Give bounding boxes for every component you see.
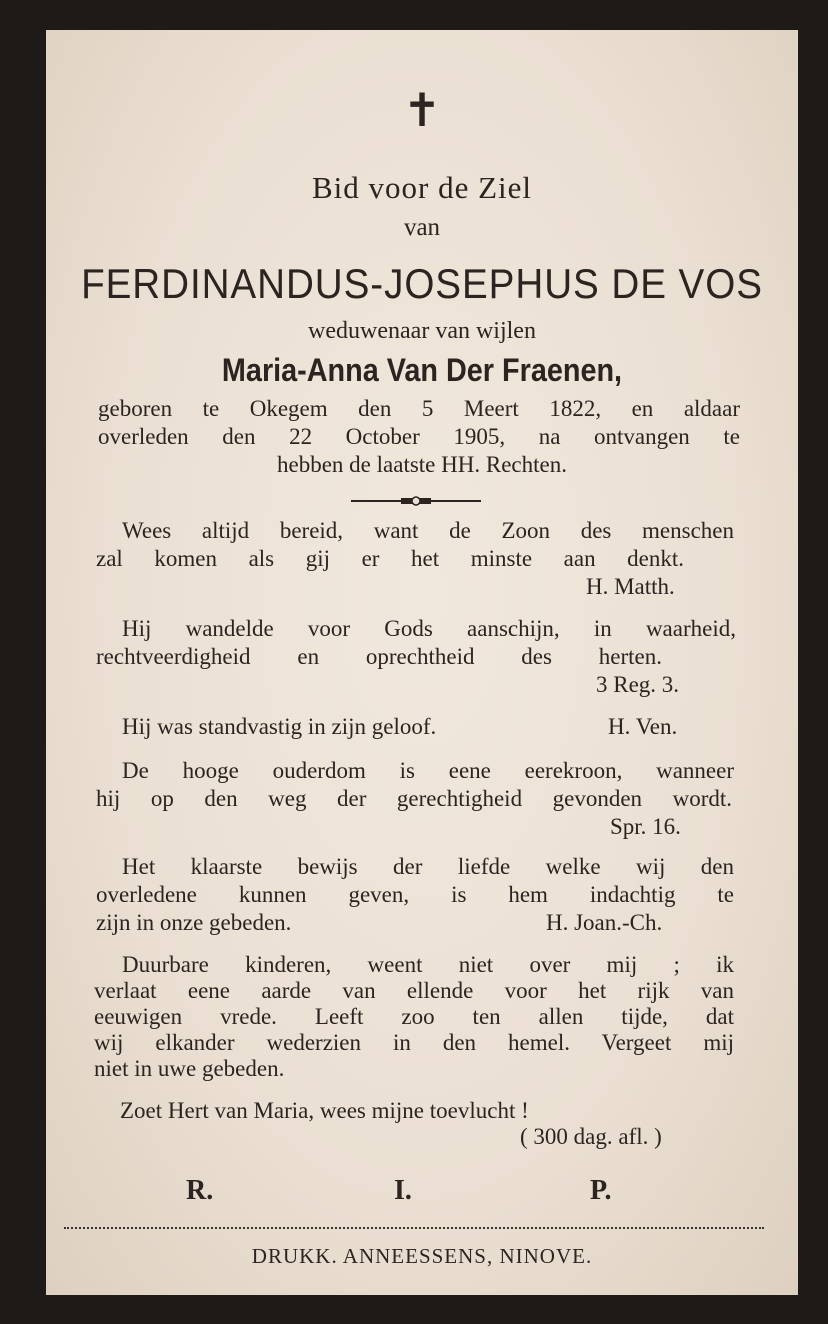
ornament-divider <box>351 496 481 506</box>
rip-letter: P. <box>590 1175 612 1206</box>
quote-line: rechtveerdigheid en oprechtheid des herten. <box>96 644 662 669</box>
quote-line: Wees altijd bereid, want de Zoon des menschen <box>122 518 734 543</box>
rip-letter: R. <box>186 1175 214 1206</box>
quote-line: Duurbare kinderen, weent niet over mij ; ik <box>122 952 734 977</box>
quote-line: zijn in onze gebeden. <box>96 910 292 935</box>
printer-imprint: DRUKK. ANNEESSENS, NINOVE. <box>251 1244 593 1268</box>
rip-letter: I. <box>394 1175 412 1206</box>
van-text: van <box>403 214 441 241</box>
quote-line: hij op den weg der gerechtigheid gevonden wordt. <box>96 786 732 811</box>
bio-line: hebben de laatste HH. Rechten. <box>277 452 567 477</box>
bio-line: geboren te Okegem den 5 Meert 1822, en aldaar <box>98 396 740 421</box>
deceased-name: FERDINANDUS-JOSEPHUS DE VOS <box>81 260 763 307</box>
quote-line: De hooge ouderdom is eene eerekroon, wanneer <box>122 758 734 783</box>
quote-line: Hij wandelde voor Gods aanschijn, in waarheid, <box>122 616 736 641</box>
bio-line: overleden den 22 October 1905, na ontvangen te <box>98 424 740 449</box>
quote-line: wij elkander wederzien in den hemel. Vergeet mij <box>94 1030 734 1055</box>
quote-line: overledene kunnen geven, is hem indachtig te <box>96 882 734 907</box>
quote-reference: ( 300 dag. afl. ) <box>520 1124 662 1149</box>
quote-reference: H. Ven. <box>608 714 678 739</box>
quote-line: eeuwigen vrede. Leeft zoo ten allen tijde, dat <box>94 1004 734 1029</box>
quote-reference: Spr. 16. <box>610 814 681 839</box>
prayer-heading: Bid voor de Ziel <box>311 170 533 205</box>
dotted-rule <box>64 1227 764 1229</box>
quote-line: Zoet Hert van Maria, wees mijne toevlucht ! <box>120 1098 529 1123</box>
quote-line: Het klaarste bewijs der liefde welke wij den <box>122 854 734 879</box>
cross-icon: ✝ <box>402 85 442 136</box>
card-paper <box>46 30 798 1295</box>
quote-line: niet in uwe gebeden. <box>94 1056 285 1081</box>
quote-reference: 3 Reg. 3. <box>596 672 680 697</box>
quote-reference: H. Joan.-Ch. <box>546 910 663 935</box>
wife-name: Maria-Anna Van Der Fraenen, <box>221 352 623 388</box>
quote-line: zal komen als gij er het minste aan denkt. <box>96 546 684 571</box>
quote-line: verlaat eene aarde van ellende voor het rijk van <box>94 978 734 1003</box>
quote-reference: H. Matth. <box>586 574 675 599</box>
widower-text: weduwenaar van wijlen <box>308 318 536 344</box>
quote-line: Hij was standvastig in zijn geloof. <box>122 714 437 739</box>
